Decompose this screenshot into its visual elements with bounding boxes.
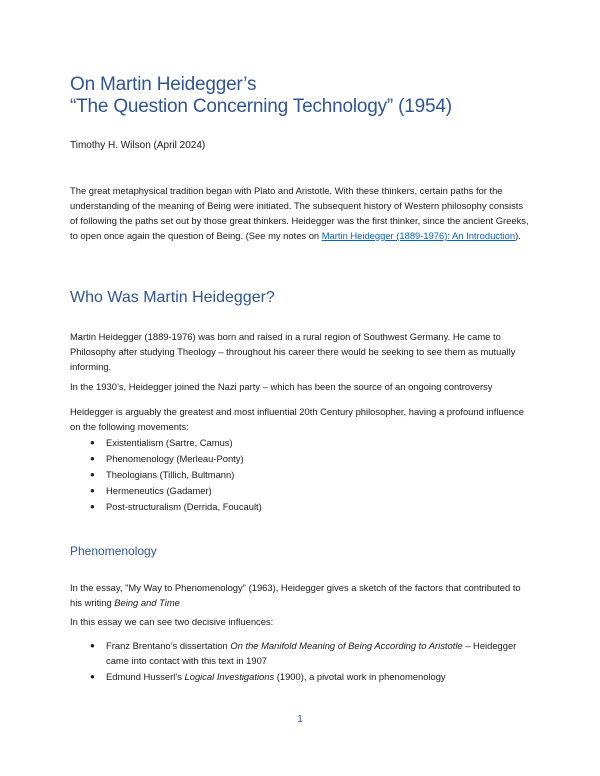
nazi-paragraph: In the 1930’s, Heidegger joined the Nazi party – which has been the source of an ongoing controversy (70, 381, 493, 392)
list-item: ● Theologians (Tillich, Bultmann) (70, 467, 532, 483)
bullet-icon: ● (90, 470, 95, 479)
list-item: ● Franz Brentano’s dissertation On the Manifold Meaning of Being According to Aristotle – Heidegger came into contact with this text in 1907 (90, 640, 517, 666)
intro-link[interactable]: Martin Heidegger (1889-1976): An Introduction (321, 230, 516, 241)
section-heading-phenomenology: Phenomenology (70, 544, 157, 558)
influence-paragraph: Heidegger is arguably the greatest and most influential 20th Century philosopher, having a profound influence on the following movements: (70, 406, 524, 432)
bullet-icon: ● (90, 672, 95, 681)
intro-paragraph (70, 183, 532, 243)
list-item: ● Post-structuralism (Derrida, Foucault) (70, 499, 532, 515)
title-line-2: “The Question Concerning Technology” (1954) (70, 96, 452, 117)
influences-intro: In this essay we can see two decisive influences: (70, 616, 274, 627)
bio-paragraph: Martin Heidegger (1889-1976) was born and raised in a rural region of Southwest Germany. He came to Philosophy after studying Theology – throughout his career there would be seeking to see them as mutually informing. (70, 331, 516, 372)
influences-list (70, 639, 532, 687)
document-title (70, 74, 540, 118)
bullet-icon: ● (90, 438, 95, 447)
intro-text: The great metaphysical tradition began with Plato and Aristotle. With these thinkers, certain paths for the understanding of the meaning of Being were initiated. The subsequent history of Western philosophy consists of following the paths set out by those great thinkers. Heidegger was the first thinker, since the ancient Greeks, to open once again the question of Being. (See my notes on (70, 185, 529, 241)
bullet-icon: ● (90, 502, 95, 511)
book-title: Being and Time (114, 597, 180, 608)
list-item: ● Hermeneutics (Gadamer) (70, 483, 532, 499)
list-item: ● Edmund Husserl’s Logical Investigations (1900), a pivotal work in phenomenology (70, 670, 532, 685)
title-line-1: On Martin Heidegger’s (70, 74, 257, 95)
phenomenology-paragraph: In the essay, "My Way to Phenomenology" (1963), Heidegger gives a sketch of the factors that contributed to his writing Being and Time (70, 582, 521, 608)
bullet-icon: ● (90, 641, 95, 650)
section-heading-who: Who Was Martin Heidegger? (70, 289, 275, 306)
page-number: 1 (297, 714, 303, 725)
bullet-icon: ● (90, 486, 95, 495)
bullet-icon: ● (90, 454, 95, 463)
list-item: ● Existentialism (Sartre, Camus) (70, 435, 532, 451)
list-item: ● Phenomenology (Merleau-Ponty) (70, 451, 532, 467)
intro-tail: ). (515, 230, 521, 241)
movements-list (70, 435, 532, 515)
author-line: Timothy H. Wilson (April 2024) (70, 140, 206, 151)
